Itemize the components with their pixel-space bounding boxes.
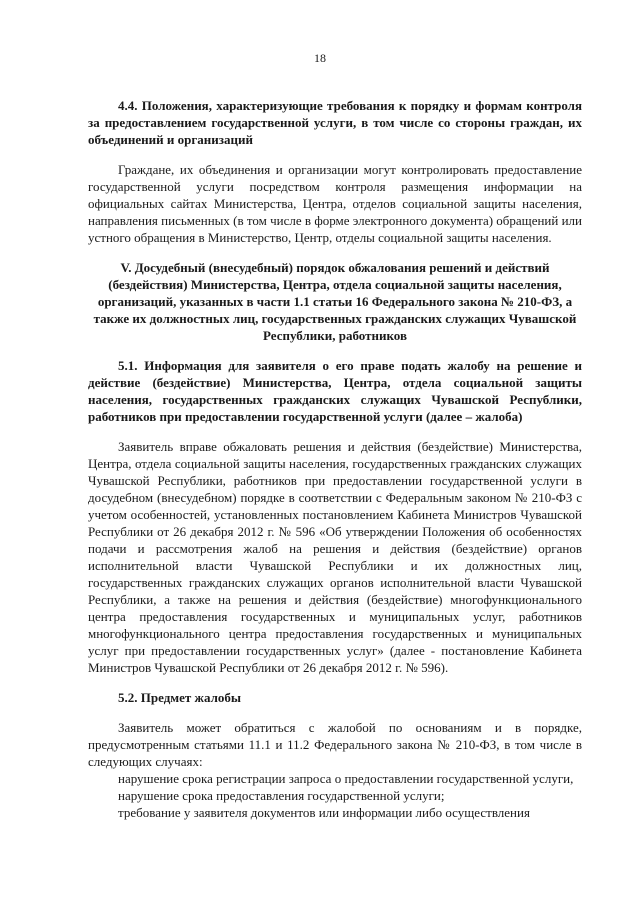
section-5-1-paragraph: Заявитель вправе обжаловать решения и действия (бездействие) Министерства, Центра, отдела социальной защиты населения, государственных гражданских служащих Чувашской Республики, работников при предоставлении государственной услуги в досудебном (внесудебном) порядке в соответствии с Федеральным законом № 210-ФЗ с учетом особенностей, установленных постановлением Кабинета Министров Чувашской Республики от 26 декабря 2012 г. № 596 «Об утверждении Положения об особенностях подачи и рассмотрения жалоб на решения и действия (бездействие) органов исполнительной власти Чувашской Республики и их должностных лиц, государственных гражданских служащих органов исполнительной власти Чувашской Республики, а также на решения и действия (бездействие) многофункционального центра предоставления государственных и муниципальных услуг, работников многофункционального центра предоставления государственных и муниципальных услуг при предоставлении государственных услуг» (далее - постановление Кабинета Министров Чувашской Республики от 26 декабря 2012 г. № 596). xyxy=(88,439,582,675)
list-item: нарушение срока регистрации запроса о предоставлении государственной услуги, xyxy=(118,771,574,786)
page-number: 18 xyxy=(314,51,326,65)
section-5-2-paragraph: Заявитель может обратиться с жалобой по основаниям и в порядке, предусмотренным статьями 11.1 и 11.2 Федерального закона № 210-ФЗ, в том числе в следующих случаях: xyxy=(88,720,582,769)
document-body xyxy=(88,97,582,821)
list-item: нарушение срока предоставления государственной услуги; xyxy=(118,788,445,803)
list-item: требование у заявителя документов или информации либо осуществления xyxy=(118,805,530,820)
chapter-v-heading: V. Досудебный (внесудебный) порядок обжалования решений и действий (бездействия) Министерства, Центра, отдела социальной защиты населения, организаций, указанных в части 1.1 статьи 16 Федерального закона № 210-ФЗ, а также их должностных лиц, государственных гражданских служащих Чувашской Республики, работников xyxy=(93,260,577,343)
section-5-2-heading: 5.2. Предмет жалобы xyxy=(118,690,242,705)
section-5-1-heading: 5.1. Информация для заявителя о его праве подать жалобу на решение и действие (бездействие) Министерства, Центра, отдела социальной защиты населения, государственных гражданских служащих Чувашской Республики, работников при предоставлении государственной услуги (далее – жалоба) xyxy=(88,358,582,424)
section-4-4-paragraph: Граждане, их объединения и организации могут контролировать предоставление государственной услуги посредством контроля размещения информации на официальных сайтах Министерства, Центра, отделов социальной защиты населения, направления письменных (в том числе в форме электронного документа) обращений или устного обращения в Министерство, Центр, отделы социальной защиты населения. xyxy=(88,162,582,245)
section-4-4-heading: 4.4. Положения, характеризующие требования к порядку и формам контроля за предоставлением государственной услуги, в том числе со стороны граждан, их объединений и организаций xyxy=(88,98,582,147)
